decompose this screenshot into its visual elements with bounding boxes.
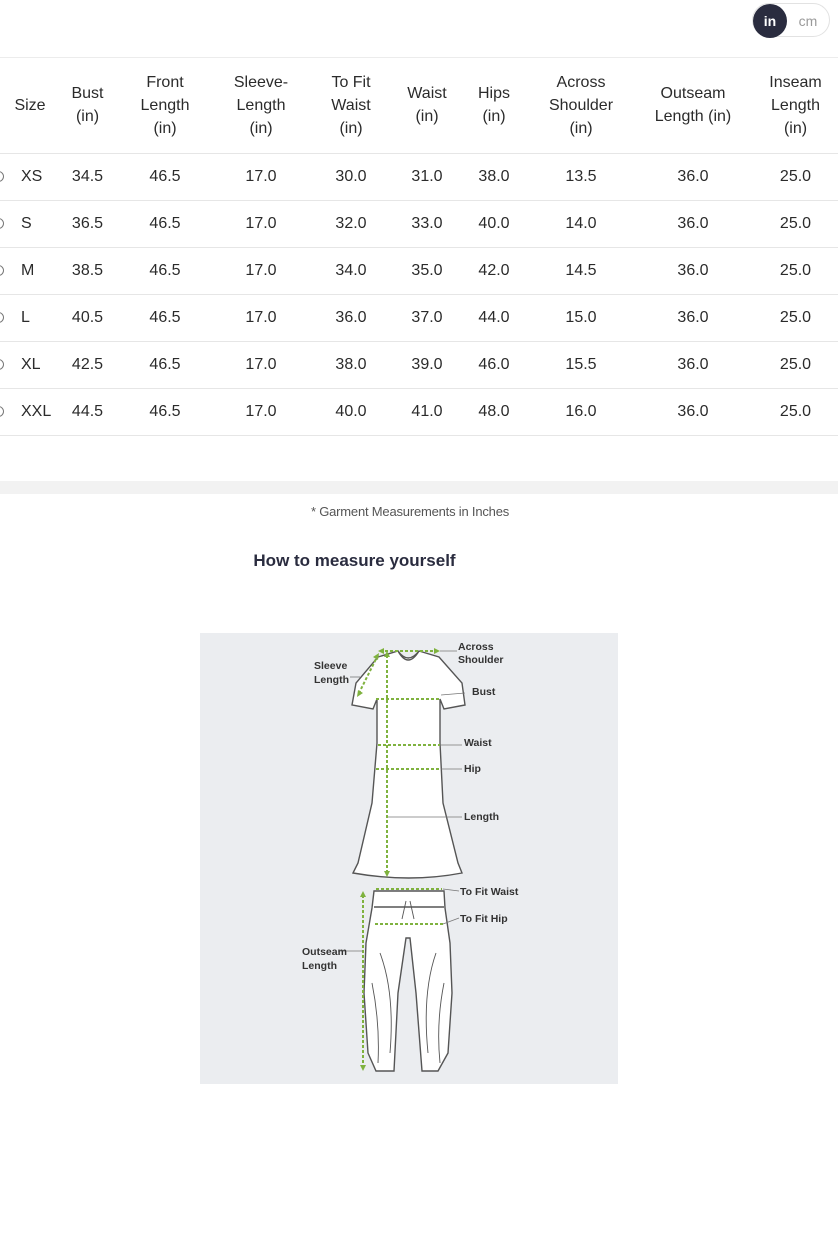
size-label: XXL [21,402,52,420]
size-label: XL [21,355,41,373]
table-cell: 46.5 [115,153,215,200]
unit-cm-button[interactable]: cm [798,13,818,29]
column-header-line: (in) [482,108,506,126]
column-header [753,58,838,153]
column-header [0,58,60,153]
label-outseam-length-1: Outseam [302,946,347,958]
table-cell: 17.0 [215,388,307,435]
section-divider [0,481,838,494]
table-cell: 48.0 [459,388,529,435]
column-header-line: Size [14,96,46,114]
table-cell: 39.0 [395,341,459,388]
table-cell: 17.0 [215,341,307,388]
table-cell: 15.0 [529,294,633,341]
table-cell: 38.0 [459,153,529,200]
column-header [215,58,307,153]
table-body [0,153,838,435]
size-label: XS [21,167,43,185]
table-cell: 17.0 [215,294,307,341]
table-cell: 30.0 [307,153,395,200]
size-cell [0,153,60,200]
table-row[interactable] [0,388,838,435]
column-header-line: Length (in) [654,108,732,126]
table-cell: 46.5 [115,341,215,388]
label-to-fit-waist: To Fit Waist [460,886,519,898]
table-cell: 34.0 [307,247,395,294]
column-header-line: Across [556,73,606,91]
size-chart-table [0,58,838,436]
table-cell: 46.5 [115,388,215,435]
table-cell: 25.0 [753,200,838,247]
size-label: S [21,214,32,232]
table-row[interactable] [0,341,838,388]
table-cell: 16.0 [529,388,633,435]
table-cell: 25.0 [753,153,838,200]
size-cell [0,247,60,294]
table-cell: 37.0 [395,294,459,341]
column-header-line: Length [236,96,286,114]
size-radio[interactable] [0,218,4,229]
column-header-line: Inseam [769,73,822,91]
column-header [307,58,395,153]
table-cell: 17.0 [215,153,307,200]
table-cell: 36.0 [633,247,753,294]
table-cell: 25.0 [753,247,838,294]
table-row[interactable] [0,200,838,247]
column-header-line: (in) [569,119,593,137]
label-across-shoulder-1: Across [458,641,494,653]
unit-toggle [752,3,830,37]
kurta-outline [352,651,465,878]
table-cell: 14.0 [529,200,633,247]
label-sleeve-length-2: Length [314,674,349,686]
size-cell [0,200,60,247]
column-header-line: Length [140,96,190,114]
table-cell: 44.5 [60,388,115,435]
table-cell: 40.0 [459,200,529,247]
table-cell: 14.5 [529,247,633,294]
size-label: L [21,308,30,326]
table-header-row [0,58,838,153]
label-sleeve-length-1: Sleeve [314,660,348,672]
table-cell: 40.5 [60,294,115,341]
size-cell [0,388,60,435]
column-header [60,58,115,153]
label-across-shoulder-2: Shoulder [458,654,504,666]
table-cell: 13.5 [529,153,633,200]
column-header-line: Sleeve- [233,73,289,91]
measurement-note: * Garment Measurements in Inches [310,504,510,519]
size-chart-table-wrapper [0,57,838,436]
table-cell: 36.0 [633,200,753,247]
column-header-line: Front [146,73,184,91]
size-cell [0,294,60,341]
size-radio[interactable] [0,406,4,417]
pants-outline [364,891,452,1071]
size-cell [0,341,60,388]
size-radio[interactable] [0,265,4,276]
table-row[interactable] [0,153,838,200]
table-cell: 25.0 [753,388,838,435]
label-length: Length [464,811,499,823]
label-hip: Hip [464,763,481,775]
column-header-line: (in) [153,119,177,137]
column-header [395,58,459,153]
column-header-line: Length [771,96,820,114]
table-cell: 36.5 [60,200,115,247]
table-cell: 38.0 [307,341,395,388]
label-outseam-length-2: Length [302,960,337,972]
size-radio[interactable] [0,312,4,323]
table-cell: 36.0 [633,388,753,435]
column-header-line: (in) [339,119,363,137]
column-header [115,58,215,153]
table-cell: 46.5 [115,247,215,294]
label-waist: Waist [464,737,492,749]
size-radio[interactable] [0,359,4,370]
measurement-diagram [200,633,618,1084]
table-cell: 42.5 [60,341,115,388]
unit-in-button[interactable]: in [753,4,787,38]
table-cell: 36.0 [633,294,753,341]
table-cell: 34.5 [60,153,115,200]
column-header-line: Bust [71,85,104,103]
table-cell: 40.0 [307,388,395,435]
column-header-line: (in) [249,119,273,137]
column-header-line: Outseam [660,85,726,103]
measurement-diagram-svg [200,633,618,1084]
column-header-line: Hips [477,85,510,103]
table-cell: 44.0 [459,294,529,341]
table-cell: 36.0 [633,153,753,200]
label-bust: Bust [472,686,496,698]
table-cell: 25.0 [753,294,838,341]
column-header-line: Waist [407,85,447,103]
column-header-line: (in) [783,119,808,137]
table-cell: 36.0 [307,294,395,341]
table-cell: 42.0 [459,247,529,294]
table-cell: 41.0 [395,388,459,435]
label-to-fit-hip: To Fit Hip [460,913,508,925]
table-row[interactable] [0,247,838,294]
table-cell: 32.0 [307,200,395,247]
column-header-line: Shoulder [548,96,614,114]
size-radio[interactable] [0,171,4,182]
column-header [633,58,753,153]
table-cell: 17.0 [215,200,307,247]
table-cell: 36.0 [633,341,753,388]
table-cell: 38.5 [60,247,115,294]
table-cell: 33.0 [395,200,459,247]
column-header-line: To Fit [331,73,371,91]
table-cell: 17.0 [215,247,307,294]
table-cell: 46.0 [459,341,529,388]
column-header-line: Waist [331,96,371,114]
table-cell: 15.5 [529,341,633,388]
table-cell: 46.5 [115,294,215,341]
how-to-measure-title: How to measure yourself [253,551,456,570]
table-cell: 35.0 [395,247,459,294]
column-header-line: (in) [75,108,100,126]
table-row[interactable] [0,294,838,341]
table-cell: 46.5 [115,200,215,247]
size-label: M [21,261,35,279]
table-cell: 25.0 [753,341,838,388]
column-header-line: (in) [415,108,439,126]
column-header [459,58,529,153]
table-cell: 31.0 [395,153,459,200]
column-header [529,58,633,153]
